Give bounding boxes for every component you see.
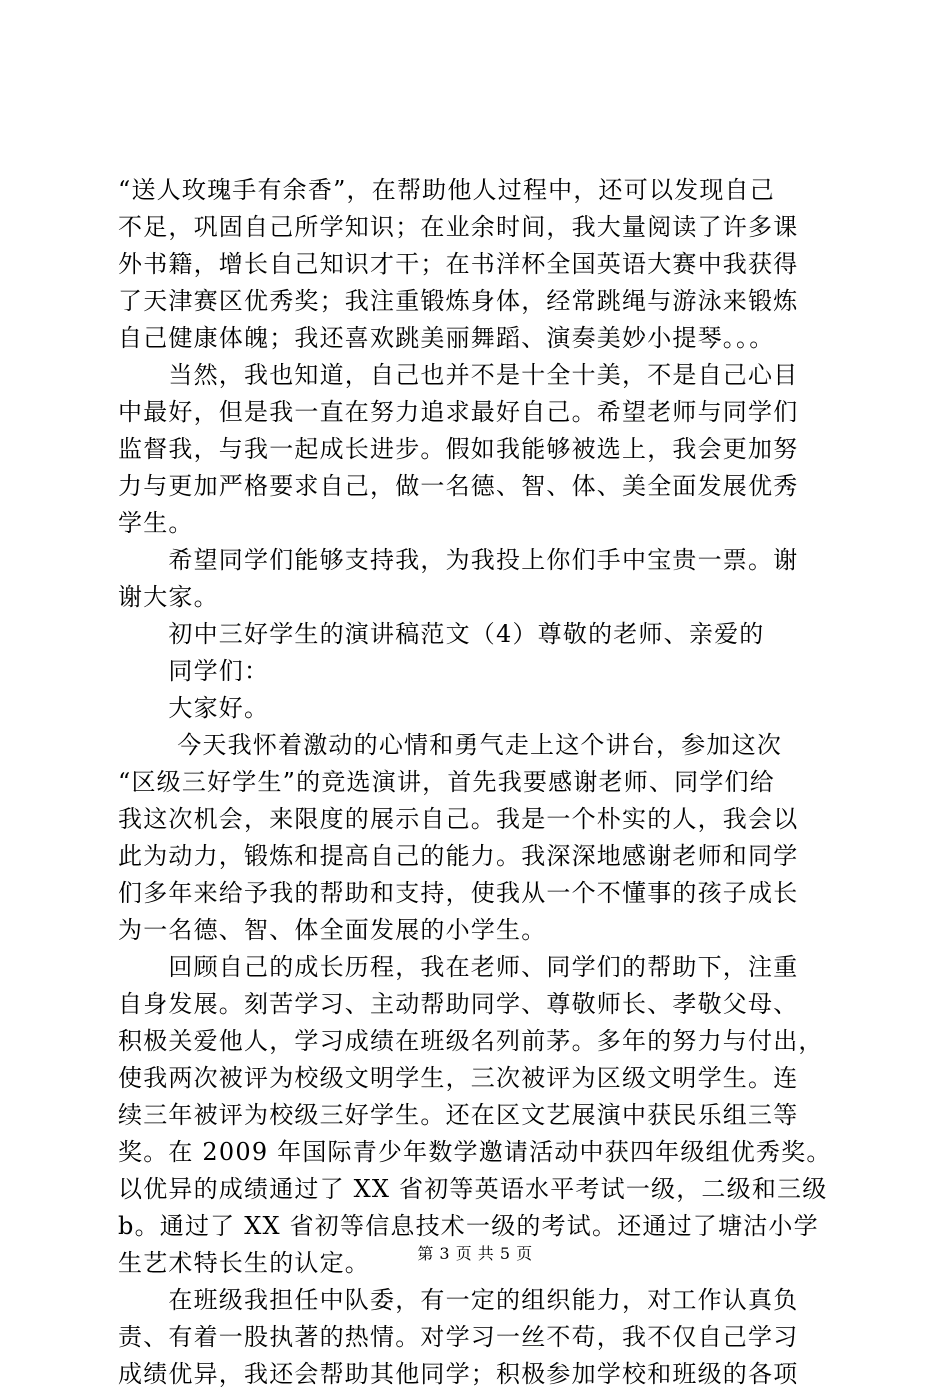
text-line: 今天我怀着激动的心情和勇气走上这个讲台，参加这次 bbox=[118, 731, 783, 759]
text-line: “区级三好学生”的竞选演讲，首先我要感谢老师、同学们给 bbox=[118, 768, 775, 796]
text-line: 续三年被评为校级三好学生。还在区文艺展演中获民乐组三等 bbox=[118, 1101, 799, 1129]
text-line: 外书籍，增长自己知识才干；在书洋杯全国英语大赛中我获得 bbox=[118, 250, 799, 278]
text-line: 奖。在 2009 年国际青少年数学邀请活动中获四年级组优秀奖。 bbox=[118, 1138, 832, 1166]
section-heading-line: 初中三好学生的演讲稿范文（4）尊敬的老师、亲爱的 bbox=[118, 620, 765, 648]
document-body bbox=[118, 172, 838, 1393]
text-line: 不足，巩固自己所学知识；在业余时间，我大量阅读了许多课 bbox=[118, 213, 799, 241]
text-line: 为一名德、智、体全面发展的小学生。 bbox=[118, 916, 547, 944]
text-line: 此为动力，锻炼和提高自己的能力。我深深地感谢老师和同学 bbox=[118, 842, 799, 870]
greeting-line: 大家好。 bbox=[118, 694, 270, 722]
text-line: 力与更加严格要求自己，做一名德、智、体、美全面发展优秀 bbox=[118, 472, 799, 500]
text-line: 以优异的成绩通过了 XX 省初等英语水平考试一级，二级和三级 bbox=[118, 1175, 828, 1203]
page-number-footer: 第 3 页 共 5 页 bbox=[417, 1244, 533, 1263]
text-line: 谢大家。 bbox=[118, 583, 219, 611]
text-line: 在班级我担任中队委，有一定的组织能力，对工作认真负 bbox=[118, 1286, 799, 1314]
text-line: 我这次机会，来限度的展示自己。我是一个朴实的人，我会以 bbox=[118, 805, 799, 833]
text-line: 中最好，但是我一直在努力追求最好自己。希望老师与同学们 bbox=[118, 398, 799, 426]
text-line: b。通过了 XX 省初等信息技术一级的考试。还通过了塘沽小学 bbox=[118, 1212, 819, 1240]
text-line: “送人玫瑰手有余香”，在帮助他人过程中，还可以发现自己 bbox=[118, 176, 775, 204]
text-line: 生艺术特长生的认定。 bbox=[118, 1249, 370, 1277]
text-line: 自身发展。刻苦学习、主动帮助同学、尊敬师长、孝敬父母、 bbox=[118, 990, 799, 1018]
text-line: 积极关爱他人，学习成绩在班级名列前茅。多年的努力与付出， bbox=[118, 1027, 824, 1055]
text-line: 们多年来给予我的帮助和支持，使我从一个不懂事的孩子成长 bbox=[118, 879, 799, 907]
text-line: 学生。 bbox=[118, 509, 194, 537]
text-line: 了天津赛区优秀奖；我注重锻炼身体，经常跳绳与游泳来锻炼 bbox=[118, 287, 799, 315]
text-line: 希望同学们能够支持我，为我投上你们手中宝贵一票。谢 bbox=[118, 546, 799, 574]
text-line: 回顾自己的成长历程，我在老师、同学们的帮助下，注重 bbox=[118, 953, 799, 981]
text-line: 成绩优异，我还会帮助其他同学；积极参加学校和班级的各项 bbox=[118, 1360, 799, 1388]
text-line: 当然，我也知道，自己也并不是十全十美，不是自己心目 bbox=[118, 361, 799, 389]
text-line: 使我两次被评为校级文明学生，三次被评为区级文明学生。连 bbox=[118, 1064, 799, 1092]
text-line: 自己健康体魄；我还喜欢跳美丽舞蹈、演奏美妙小提琴。。。 bbox=[118, 324, 775, 352]
text-line: 责、有着一股执著的热情。对学习一丝不苟，我不仅自己学习 bbox=[118, 1323, 799, 1351]
text-line: 监督我，与我一起成长进步。假如我能够被选上，我会更加努 bbox=[118, 435, 799, 463]
salutation-line: 同学们： bbox=[118, 657, 270, 685]
